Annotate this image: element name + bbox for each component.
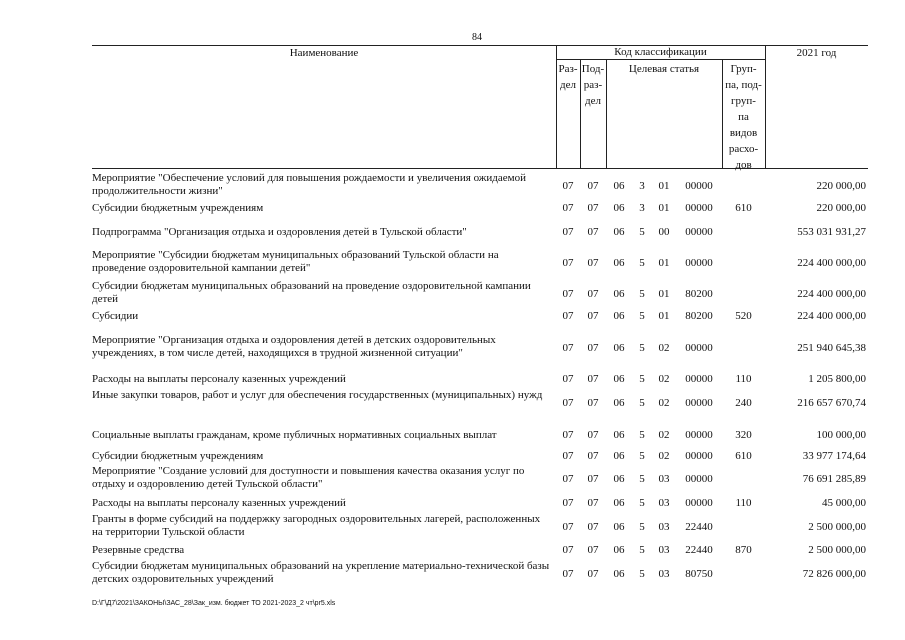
- row-cs2: 5: [639, 257, 645, 269]
- row-cs4: 80200: [685, 310, 713, 322]
- header-vline-5: [765, 45, 766, 169]
- row-cs1: 06: [613, 373, 625, 385]
- row-pr: 07: [587, 397, 599, 409]
- row-name: Субсидии бюджетным учреждениям: [92, 450, 264, 462]
- row-name: Мероприятие "Создание условий для доступности и повышения качества оказания услуг по отдыху и оздоровлению детей Тульской области": [92, 465, 525, 490]
- row-cs2: 5: [639, 288, 645, 300]
- row-cs1: 06: [613, 397, 625, 409]
- row-amount: 216 657 670,74: [797, 397, 866, 409]
- row-cs4: 80750: [685, 568, 713, 580]
- row-amount: 72 826 000,00: [802, 568, 866, 580]
- row-cs1: 06: [613, 257, 625, 269]
- row-pr: 07: [587, 202, 599, 214]
- row-cs3: 03: [658, 473, 670, 485]
- row-pr: 07: [587, 450, 599, 462]
- row-cs4: 00000: [685, 397, 713, 409]
- row-name: Субсидии бюджетам муниципальных образований на проведение оздоровительной кампании детей: [92, 280, 531, 305]
- row-cs2: 5: [639, 473, 645, 485]
- row-cs3: 02: [658, 450, 670, 462]
- row-vr: 240: [735, 397, 752, 409]
- row-amount: 220 000,00: [816, 180, 866, 192]
- page-number: 84: [472, 32, 482, 43]
- row-cs2: 5: [639, 429, 645, 441]
- row-cs1: 06: [613, 544, 625, 556]
- row-name: Резервные средства: [92, 544, 185, 556]
- row-cs4: 00000: [685, 202, 713, 214]
- header-year: 2021 год: [796, 47, 837, 59]
- row-pr: 07: [587, 544, 599, 556]
- row-cs3: 02: [658, 429, 670, 441]
- row-pr: 07: [587, 429, 599, 441]
- row-rz: 07: [562, 397, 574, 409]
- row-amount: 224 400 000,00: [797, 310, 866, 322]
- row-vr: 870: [735, 544, 752, 556]
- header-razdel: Раз- дел: [558, 63, 578, 91]
- row-rz: 07: [562, 310, 574, 322]
- row-cs1: 06: [613, 288, 625, 300]
- header-group: Груп- па, под- груп- па видов расхо- дов: [725, 63, 762, 171]
- row-cs4: 00000: [685, 180, 713, 192]
- table-row: [0, 334, 905, 364]
- row-cs2: 3: [639, 202, 645, 214]
- row-name: Мероприятие "Организация отдыха и оздоровления детей в детских оздоровительных учреждениях, в том числе детей, находящихся в трудной жизненной ситуации": [92, 334, 496, 359]
- row-amount: 1 205 800,00: [808, 373, 866, 385]
- table-row: [0, 280, 905, 310]
- table-row: [0, 513, 905, 543]
- row-pr: 07: [587, 288, 599, 300]
- row-cs2: 5: [639, 310, 645, 322]
- row-cs3: 02: [658, 342, 670, 354]
- table-row: [0, 450, 905, 466]
- table-row: [0, 226, 905, 242]
- row-cs1: 06: [613, 497, 625, 509]
- row-cs3: 01: [658, 310, 670, 322]
- row-cs2: 5: [639, 497, 645, 509]
- row-amount: 33 977 174,64: [802, 450, 866, 462]
- table-row: [0, 429, 905, 445]
- row-pr: 07: [587, 257, 599, 269]
- row-cs3: 03: [658, 568, 670, 580]
- row-cs1: 06: [613, 429, 625, 441]
- row-name: Субсидии бюджетам муниципальных образований на укрепление материально-технической базы детских оздоровительных учреждений: [92, 560, 550, 585]
- row-cs3: 03: [658, 544, 670, 556]
- row-cs3: 01: [658, 288, 670, 300]
- row-amount: 2 500 000,00: [808, 544, 866, 556]
- row-vr: 110: [735, 373, 752, 385]
- row-cs4: 80200: [685, 288, 713, 300]
- row-cs4: 22440: [685, 521, 713, 533]
- row-cs2: 5: [639, 342, 645, 354]
- row-vr: 520: [735, 310, 752, 322]
- row-cs1: 06: [613, 342, 625, 354]
- row-cs1: 06: [613, 450, 625, 462]
- row-cs3: 03: [658, 521, 670, 533]
- table-row: [0, 249, 905, 279]
- row-vr: 610: [735, 202, 752, 214]
- row-cs1: 06: [613, 473, 625, 485]
- row-name: Гранты в форме субсидий на поддержку загородных оздоровительных лагерей, расположенных на территории Тульской области: [92, 513, 541, 538]
- row-amount: 45 000,00: [822, 497, 866, 509]
- row-pr: 07: [587, 373, 599, 385]
- classification-sub-line: [556, 59, 765, 60]
- row-rz: 07: [562, 226, 574, 238]
- row-name: Расходы на выплаты персоналу казенных учреждений: [92, 497, 346, 509]
- row-pr: 07: [587, 473, 599, 485]
- header-podrazdel: Под- раз- дел: [581, 63, 605, 107]
- row-pr: 07: [587, 226, 599, 238]
- row-rz: 07: [562, 257, 574, 269]
- row-rz: 07: [562, 429, 574, 441]
- row-amount: 553 031 931,27: [797, 226, 866, 238]
- row-rz: 07: [562, 288, 574, 300]
- row-pr: 07: [587, 310, 599, 322]
- row-cs2: 5: [639, 568, 645, 580]
- row-cs4: 00000: [685, 257, 713, 269]
- row-vr: 110: [735, 497, 752, 509]
- row-cs1: 06: [613, 226, 625, 238]
- row-rz: 07: [562, 202, 574, 214]
- row-amount: 251 940 645,38: [797, 342, 866, 354]
- row-name: Иные закупки товаров, работ и услуг для обеспечения государственных (муниципальных) нужд: [92, 389, 543, 401]
- row-cs2: 5: [639, 544, 645, 556]
- row-cs4: 00000: [685, 342, 713, 354]
- row-cs4: 00000: [685, 226, 713, 238]
- row-amount: 220 000,00: [816, 202, 866, 214]
- row-cs1: 06: [613, 202, 625, 214]
- row-name: Субсидии: [92, 310, 139, 322]
- row-cs2: 5: [639, 226, 645, 238]
- row-rz: 07: [562, 180, 574, 192]
- row-cs2: 3: [639, 180, 645, 192]
- table-row: [0, 497, 905, 513]
- row-cs3: 01: [658, 257, 670, 269]
- row-cs1: 06: [613, 310, 625, 322]
- row-amount: 224 400 000,00: [797, 257, 866, 269]
- header-name: Наименование: [289, 47, 359, 59]
- row-name: Подпрограмма "Организация отдыха и оздоровления детей в Тульской области": [92, 226, 467, 238]
- row-cs3: 01: [658, 202, 670, 214]
- header-target: Целевая статья: [628, 63, 700, 75]
- row-vr: 320: [735, 429, 752, 441]
- row-cs2: 5: [639, 450, 645, 462]
- row-cs3: 01: [658, 180, 670, 192]
- file-path-footer: D:\Г\Д7\2021\ЗАКОНЫ\ЗАС_28\Зак_изм. бюджет ТО 2021-2023_2 чт\pr5.xls: [92, 600, 336, 607]
- table-row: [0, 202, 905, 218]
- row-rz: 07: [562, 521, 574, 533]
- row-name: Расходы на выплаты персоналу казенных учреждений: [92, 373, 346, 385]
- row-cs1: 06: [613, 180, 625, 192]
- row-name: Мероприятие "Обеспечение условий для повышения рождаемости и увеличения ожидаемой продолжительности жизни": [92, 172, 527, 197]
- row-cs4: 00000: [685, 497, 713, 509]
- row-amount: 224 400 000,00: [797, 288, 866, 300]
- row-name: Мероприятие "Субсидии бюджетам муниципальных образований Тульской области на проведение оздоровительной кампании детей": [92, 249, 499, 274]
- row-name: Социальные выплаты гражданам, кроме публичных нормативных социальных выплат: [92, 429, 497, 441]
- row-cs1: 06: [613, 568, 625, 580]
- row-amount: 100 000,00: [816, 429, 866, 441]
- row-pr: 07: [587, 180, 599, 192]
- table-row: [0, 310, 905, 326]
- row-cs2: 5: [639, 373, 645, 385]
- row-cs3: 03: [658, 497, 670, 509]
- row-vr: 610: [735, 450, 752, 462]
- row-amount: 2 500 000,00: [808, 521, 866, 533]
- row-rz: 07: [562, 497, 574, 509]
- row-cs3: 02: [658, 397, 670, 409]
- row-pr: 07: [587, 568, 599, 580]
- table-row: [0, 389, 905, 419]
- table-row: [0, 172, 905, 202]
- table-row: [0, 373, 905, 389]
- row-rz: 07: [562, 544, 574, 556]
- row-rz: 07: [562, 342, 574, 354]
- row-rz: 07: [562, 568, 574, 580]
- row-pr: 07: [587, 497, 599, 509]
- row-pr: 07: [587, 342, 599, 354]
- row-amount: 76 691 285,89: [802, 473, 866, 485]
- row-cs2: 5: [639, 397, 645, 409]
- row-cs4: 00000: [685, 429, 713, 441]
- row-cs2: 5: [639, 521, 645, 533]
- row-cs3: 02: [658, 373, 670, 385]
- table-row: [0, 560, 905, 590]
- row-rz: 07: [562, 373, 574, 385]
- row-cs4: 00000: [685, 373, 713, 385]
- row-pr: 07: [587, 521, 599, 533]
- row-cs4: 00000: [685, 473, 713, 485]
- row-cs1: 06: [613, 521, 625, 533]
- row-rz: 07: [562, 450, 574, 462]
- row-cs4: 22440: [685, 544, 713, 556]
- table-row: [0, 544, 905, 560]
- row-name: Субсидии бюджетным учреждениям: [92, 202, 264, 214]
- table-row: [0, 465, 905, 495]
- header-classification: Код классификации: [614, 46, 707, 58]
- row-cs4: 00000: [685, 450, 713, 462]
- row-rz: 07: [562, 473, 574, 485]
- row-cs3: 00: [658, 226, 670, 238]
